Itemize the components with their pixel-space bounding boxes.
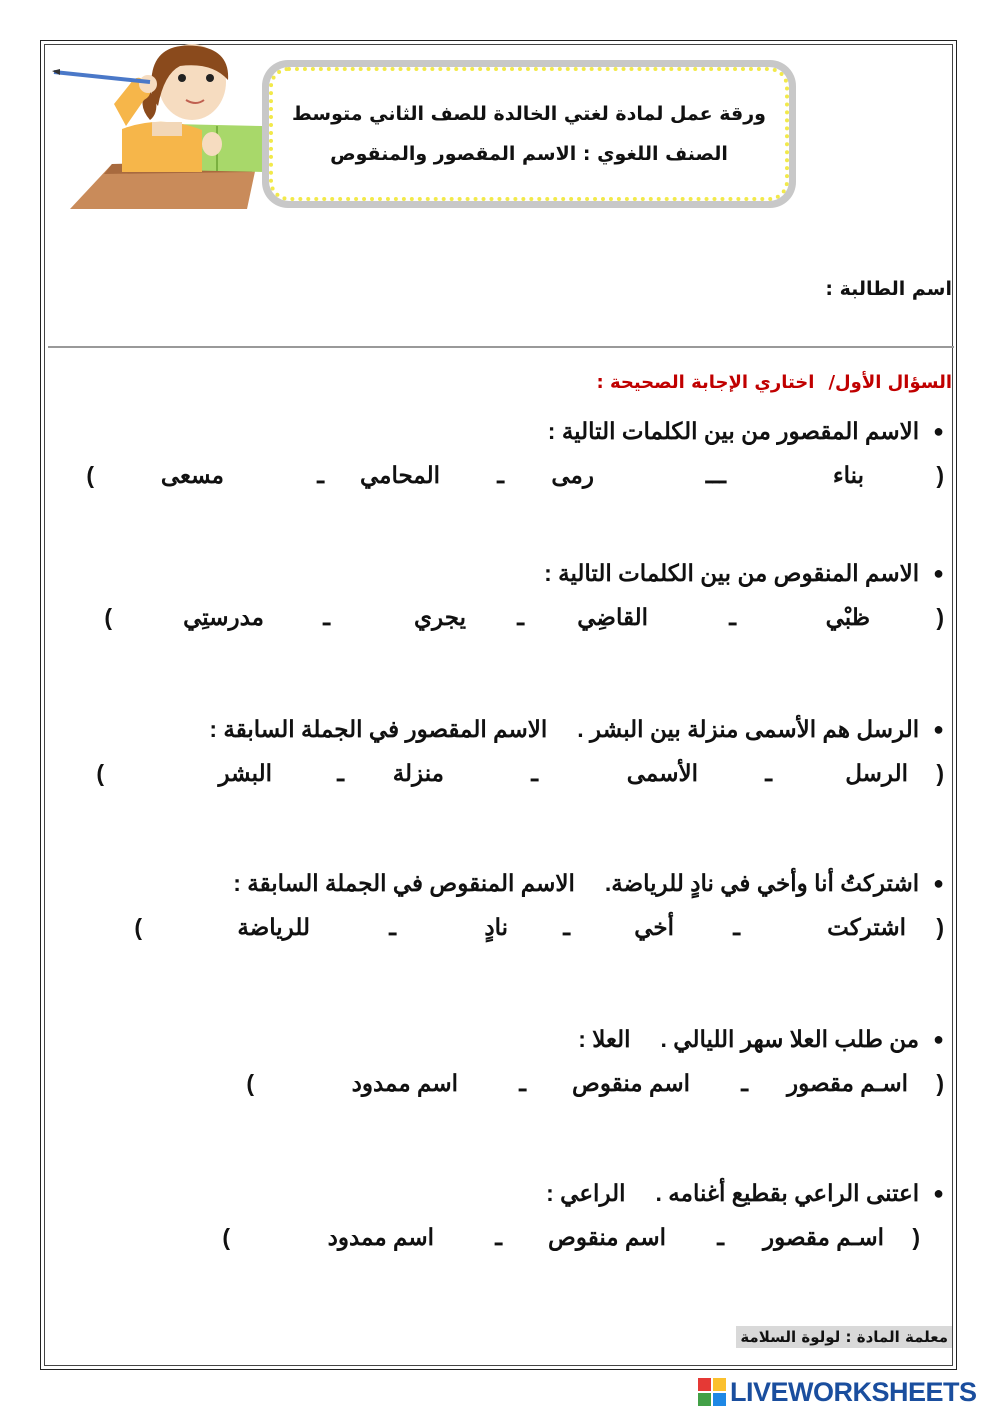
statement-text: الاسم المنقوص من بين الكلمات التالية : (544, 560, 920, 586)
question-item-4 (64, 870, 944, 940)
statement-text: من طلب العلا سهر الليالي . (660, 1026, 920, 1052)
close-paren: ) (104, 604, 112, 630)
option[interactable]: اشتركت (827, 914, 906, 940)
bullet-icon: ● (933, 719, 944, 739)
options-row (64, 1224, 920, 1254)
open-paren: ( (912, 1224, 920, 1250)
separator: ـ (765, 760, 772, 786)
question-number: السؤال الأول/ (828, 372, 952, 393)
open-paren: ( (936, 604, 944, 630)
option[interactable]: الرسل (845, 760, 908, 786)
question-item-3 (64, 716, 944, 786)
statement-text: اشتركتُ أنا وأخي في نادٍ للرياضة. (604, 870, 920, 896)
worksheet-subtitle: الصنف اللغوي : الاسم المقصور والمنقوص (330, 143, 728, 165)
close-paren: ) (222, 1224, 230, 1250)
bullet-icon: ● (933, 1029, 944, 1049)
statement-question: الاسم المنقوص في الجملة السابقة : (233, 870, 575, 896)
bullet-icon: ● (933, 563, 944, 583)
option[interactable]: للرياضة (237, 914, 310, 940)
separator: ـ (729, 604, 736, 630)
separator: ـــ (705, 462, 726, 488)
statement-text: اعتنى الراعي بقطيع أغنامه . (655, 1180, 920, 1206)
open-paren: ( (936, 1070, 944, 1096)
option[interactable]: اسم ممدود (351, 1070, 458, 1096)
liveworksheets-logo-icon (698, 1378, 726, 1406)
option[interactable]: البشر (218, 760, 272, 786)
option[interactable]: يجري (414, 604, 466, 630)
item-statement (64, 1026, 944, 1053)
open-paren: ( (936, 914, 944, 940)
options-row (64, 1070, 944, 1100)
separator: ـ (517, 604, 524, 630)
question-item-6 (64, 1180, 944, 1250)
options-row (64, 604, 944, 634)
option[interactable]: اسـم مقصور (763, 1224, 884, 1250)
option[interactable]: اسم منقوص (548, 1224, 666, 1250)
separator: ـ (497, 462, 504, 488)
bullet-icon: ● (933, 1183, 944, 1203)
item-statement (64, 716, 944, 743)
option[interactable]: مدرستِي (183, 604, 264, 630)
bullet-icon: ● (933, 421, 944, 441)
separator: ـ (389, 914, 396, 940)
statement-text: الاسم المقصور من بين الكلمات التالية : (547, 418, 920, 444)
separator: ـ (741, 1070, 748, 1096)
option[interactable]: المحامي (359, 462, 440, 488)
question-instruction: اختاري الإجابة الصحيحة : (596, 372, 815, 393)
separator: ـ (323, 604, 330, 630)
worksheet-title: ورقة عمل لمادة لغتي الخالدة للصف الثاني متوسط (292, 103, 766, 125)
options-row (64, 462, 944, 492)
statement-text: الرسل هم الأسمى منزلة بين البشر . (577, 716, 920, 742)
student-name-label: اسم الطالبة : (825, 278, 952, 300)
question-heading (582, 372, 952, 393)
option[interactable]: مسعى (160, 462, 224, 488)
separator: ـ (733, 914, 740, 940)
separator: ـ (317, 462, 324, 488)
option[interactable]: ظبْي (825, 604, 870, 630)
title-box-inner (269, 67, 789, 201)
bullet-icon: ● (933, 873, 944, 893)
statement-question: الراعي : (546, 1180, 626, 1206)
header-divider (48, 346, 954, 348)
page-border-inner (44, 44, 953, 1366)
separator: ـ (717, 1224, 724, 1250)
option[interactable]: الأسمى (626, 760, 698, 786)
separator: ـ (495, 1224, 502, 1250)
separator: ـ (519, 1070, 526, 1096)
student-girl-illustration (52, 44, 267, 209)
close-paren: ) (246, 1070, 254, 1096)
statement-question: الاسم المقصور في الجملة السابقة : (209, 716, 548, 742)
title-box (262, 60, 796, 208)
option[interactable]: نادٍ (484, 914, 508, 940)
option[interactable]: اسم منقوص (572, 1070, 690, 1096)
separator: ـ (563, 914, 570, 940)
statement-question: العلا : (578, 1026, 631, 1052)
option[interactable]: اسم ممدود (327, 1224, 434, 1250)
options-row (64, 760, 944, 790)
separator: ـ (337, 760, 344, 786)
options-row (64, 914, 944, 944)
liveworksheets-brand[interactable] (698, 1377, 977, 1407)
brand-text: LIVEWORKSHEETS (730, 1376, 977, 1407)
option[interactable]: القاضِي (577, 604, 648, 630)
question-item-2 (64, 560, 944, 630)
open-paren: ( (936, 760, 944, 786)
item-statement (64, 418, 944, 445)
close-paren: ) (96, 760, 104, 786)
question-item-5 (64, 1026, 944, 1096)
option[interactable]: اسـم مقصور (787, 1070, 908, 1096)
item-statement (64, 560, 944, 587)
question-item-1 (64, 418, 944, 488)
option[interactable]: أخي (634, 914, 674, 940)
separator: ـ (531, 760, 538, 786)
option[interactable]: بناء (832, 462, 864, 488)
open-paren: ( (936, 462, 944, 488)
item-statement (64, 1180, 944, 1207)
teacher-name: معلمة المادة : لولوة السلامة (736, 1326, 952, 1348)
close-paren: ) (86, 462, 94, 488)
option[interactable]: رمى (551, 462, 594, 488)
option[interactable]: منزلة (392, 760, 444, 786)
item-statement (64, 870, 944, 897)
close-paren: ) (134, 914, 142, 940)
